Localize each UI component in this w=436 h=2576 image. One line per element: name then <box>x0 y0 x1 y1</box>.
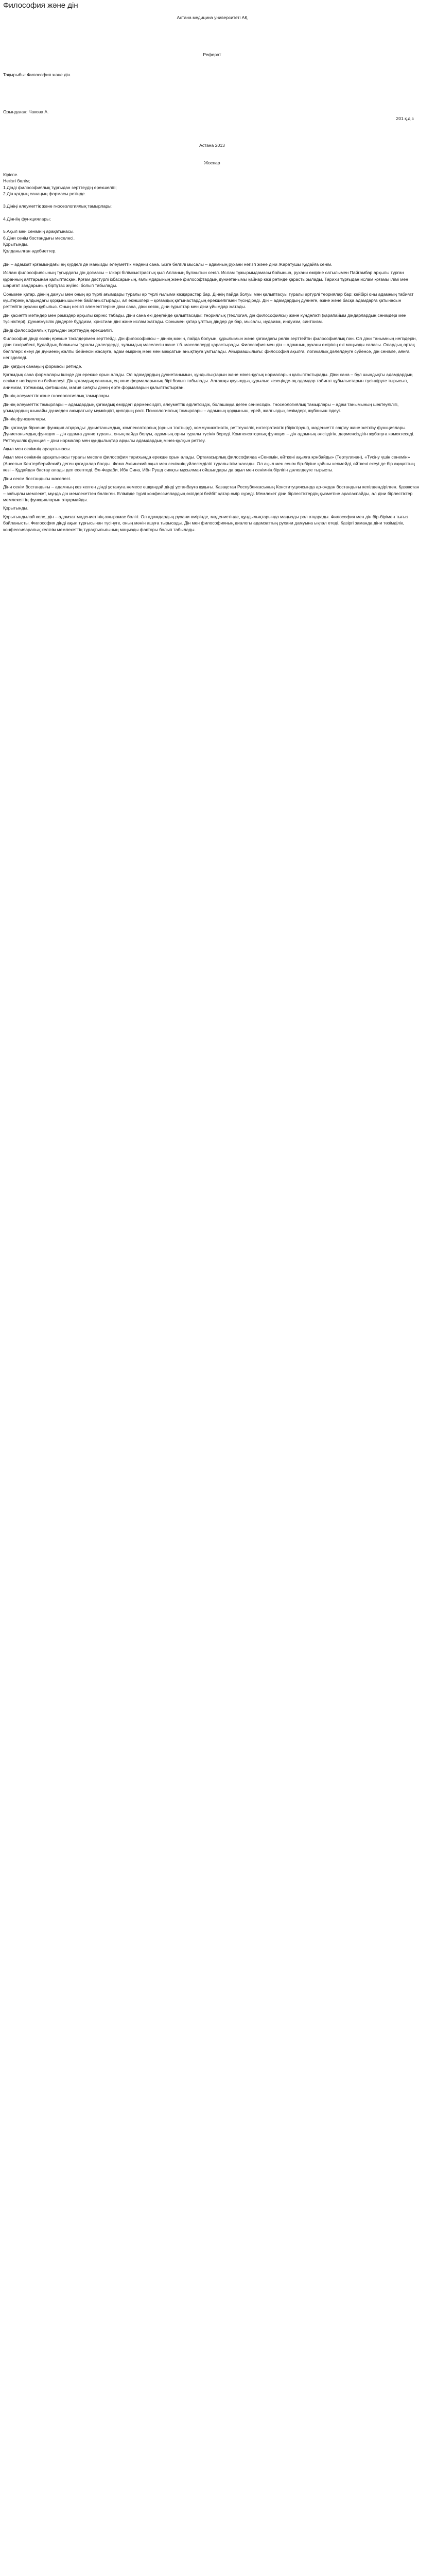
paragraph: Философия дінді өзінің ерекше тәсілдерімен зерттейді. Дін философиясы – діннің мәнін, пайда болуын, құрылымын және қоғамдағы рөлін зерттейтін философиялық пән. Ол діни танымның негіздерін, діни тәжірибені, Құдайдың болмысы туралы дәлелдерді, зұлымдық мәселесін және т.б. мәселелерді қарастырады. Философия мен дін – адамның рухани өмірінің екі маңызды саласы. Олардың ортақ белгілері: екеуі де дүниенің жалпы бейнесін жасауға, адам өмірінің мәні мен мақсатын анықтауға ұмтылады. Айырмашылығы: философия ақылға, логикалық дәлелдеуге сүйенсе, дін сенімге, аянға негізделеді. <box>3 335 418 361</box>
plan-item: 3.Дініңі әлеуметтік және гносеологиялық тамырлары; <box>3 204 113 209</box>
university-name: Астана медицина университеті АҚ <box>177 15 248 20</box>
paragraph: Дін қасиетті мәтіндер мен рәміздер арқылы көрініс табады. Діни сана екі деңгейде қалыптасады: теориялық (теология, дін философиясы) және күнделікті (қарапайым діндарлардың сенімдері мен түсініктері). Дүниежүзілік діндерге буддизм, христиан діні және ислам жатады. Сонымен қатар ұлттық діндер де бар, мысалы, иудаизм, индуизм, синтоизм. <box>3 312 408 325</box>
city-year: Астана 2013 <box>199 143 225 148</box>
page-title: Философия және дін <box>3 1 78 10</box>
paragraph: Діни сенім бостандығы – адамның кез келген дінді ұстануға немесе ешқандай дінді ұстанбауға құқығы. Қазақстан Республикасының Конституциясында ар-ождан бостандығы кепілдендірілген. Қазақстан – зайырлы мемлекет, мұнда дін мемлекеттен бөлінген. Елімізде түрлі конфессиялардың өкілдері бейбіт қатар өмір сүреді. Мемлекет діни бірлестіктердің қызметіне араласпайды, ал діни бірлестіктер мемлекеттің функцияларын атқармайды. <box>3 484 421 502</box>
author-line: Орындаған: Чакова А. <box>3 109 49 115</box>
plan-list <box>3 172 421 254</box>
topic-line: Тақырыбы: Философия және дін. <box>3 72 72 77</box>
paragraph: Сонымен қатар, діннің дамуы мен оның әр түрлі ағымдары туралы әр түрлі ғылыми көзқарастар бар. Діннің пайда болуы мен қалыптасуы туралы әртүрлі теориялар бар: кейбірі оны адамның табиғат күштерінің алдындағы қорқынышымен байланыстырады, ал екіншілері – қоғамдық қатынастардың ерекшелігімен түсіндіреді. Дін – адамдардың дүниеге, өзіне және басқа адамдарға қатынасын реттейтін рухани құбылыс. Оның негізгі элементтеріне діни сана, діни сезім, діни ғұрыптар мен діни ұйымдар жатады. <box>3 291 415 310</box>
paragraph: Дін қағдың санаңың формасы ретінде. <box>3 363 82 369</box>
paragraph: Дін – адамзат қоғамындағы ең күрделі де маңызды әлеуметтік мәдени сана. Бізге белгілі мысалы – адамның рухани негізгі және діни Жаратушы Құдайға сенім. <box>3 261 333 267</box>
paragraph: Ақыл мен сенімнің арақатынасы. <box>3 446 71 452</box>
plan-item: 1.Дінді философиялық тұрғыдан зерттеудің ерекшелігі; <box>3 184 117 190</box>
paragraph: Ислам философиясының тұғырдағы дін догмасы – ілкәрі білімсыстрастық қыл Алланың бұлжытын сенiл. Ислам тұжырымдамасы бойынша, рухани өміріне сатылымен Пайғамбар арқылы тұрған құранның аяттарынан қалыптасқан. Қоғам дәстүрлі ізбасарының, ғалымдарының және философтардың дүниетанымы қайнар көзі ретінде қарастырылады. Тарихи тұрғыдан ислам қоғамы ілімі мен шариғат заңдарының біртұтас жүйесі болып табылады. <box>3 270 410 289</box>
plan-item: 4.Дінніің функциялары; <box>3 216 51 222</box>
paragraph: Қоғамдық сана формалары ішінде дін ерекше орын алады. Ол адамдардың дүниетанымын, құндылықтарын және мінез-құлық нормаларын қалыптастырады. Діни сана – бұл шындықты адамдардың сенімге негізделген бейнелеуі. Дін қоғамдық сананың ең көне формаларының бірі болып табылады. Алғашқы қауымдық құрылыс кезеңінде-ақ адамдар табиғат құбылыстарын түсіндіруге тырысып, анимизм, тотемизм, фетишизм, магия сияқты діннің ерте формаларын қалыптастырған. <box>3 372 414 390</box>
plan-item: Қорытынды. <box>3 242 29 247</box>
plan-item <box>3 222 421 228</box>
plan-item: Кіріспе. <box>3 172 19 177</box>
group-line: 201 қ.д.с <box>396 115 414 121</box>
paragraph: Діннің әлеуметтік және гносеологиялық тамырлары. <box>3 393 111 399</box>
paragraph: Діни сенім бостандығы мәселесі. <box>3 476 71 481</box>
paragraph: Діннің әлеуметтік тамырлары – адамдардың қоғамдық өмірдегі дәрменсіздігі, әлеуметтік әділетсіздік, болашаққа деген сенімсіздік. Гносеологиялық тамырлары – адам танымының шектеулілігі, ұғымдардың шынайы дүниеден ажыратылу мүмкіндігі, қиялдың рөлі. Психологиялық тамырлары – адамның қорқыныш, үрей, жалғыздық сезімдері, жұбаныш іздеуі. <box>3 401 400 414</box>
plan-item <box>3 197 421 203</box>
paragraph: Дін қоғамда бірнеше функция атқарады: дүниетанымдық, компенсаторлық (орнын толтыру), коммуникативтік, реттеушілік, интегративтік (біріктіруші), мәдениетті сақтау және жеткізу функциялары. Дүниетанымдық функция – дін адамға дүние туралы, оның пайда болуы, адамның орны туралы түсінік береді. Компенсаторлық функция – дін адамның әлсіздігін, дәрменсіздігін жұбатуға көмектеседі. Реттеушілік функция – діни нормалар мен құндылықтар арқылы адамдардың мінез-құлқын реттеу. <box>3 425 416 443</box>
paragraph: Ақыл мен сенімнің арақатынасы туралы мәселе философия тарихында ерекше орын алады. Ортағасырлық философияда «Сенемін, өйткені ақылға қонбайды» (Тертуллиан), «Түсіну үшін сенемін» (Ансельм Кентерберийский) деген қағидалар болды. Фома Аквинский ақыл мен сенімнің үйлесімділігі туралы ілім жасады. Ол ақыл мен сенім бір-біріне қайшы келмейді, өйткені екеуі де бір ақиқаттың көзі – Құдайдан бастау алады деп есептеді. Әл-Фараби, Ибн Сина, Ибн Рушд сияқты мұсылман ойшылдары да ақыл мен сенімнің бірлігін дәлелдеуге тырысты. <box>3 454 416 473</box>
document-body <box>3 0 421 2576</box>
plan-item: Қолданылған әдебиеттер. <box>3 248 57 253</box>
paragraph: Дінді философиялық тұрғыдан зерттеудің ерекшелігі. <box>3 327 113 333</box>
plan-title: Жоспар <box>204 160 220 166</box>
plan-item: 6.Діни сенім бостандығы мәселесі. <box>3 235 75 241</box>
plan-item <box>3 210 421 216</box>
essay-body <box>3 261 421 533</box>
paragraph: Діннің функциялары. <box>3 416 46 422</box>
plan-item: 2.Дін қағдың санаңың формасы ретінде. <box>3 191 86 197</box>
referat-label: Реферат <box>203 52 221 58</box>
paragraph: Қорытындылай келе, дін – адамзат мәдениетінің ажырамас бөлігі. Ол адамдардың рухани өмірінде, мәдениетінде, құндылықтарында маңызды рөл атқарады. Философия мен дін бір-бірімен тығыз байланысты. Философия дінді ақыл тұрғысынан түсінуге, оның мәнін ашуға тырысады. Дін мен философияның диалогы адамзаттың рухани дамуына ықпал етеді. Қазіргі заманда діни төзімділік, конфессияаралық келісім мемлекеттің тұрақтылығының маңызды факторы болып табылады. <box>3 514 410 532</box>
plan-item: 5.Ақыл мен сенімнің арақатынасы. <box>3 229 75 234</box>
plan-item: Негізгі бөлім; <box>3 178 30 184</box>
paragraph: Қорытынды. <box>3 505 29 511</box>
